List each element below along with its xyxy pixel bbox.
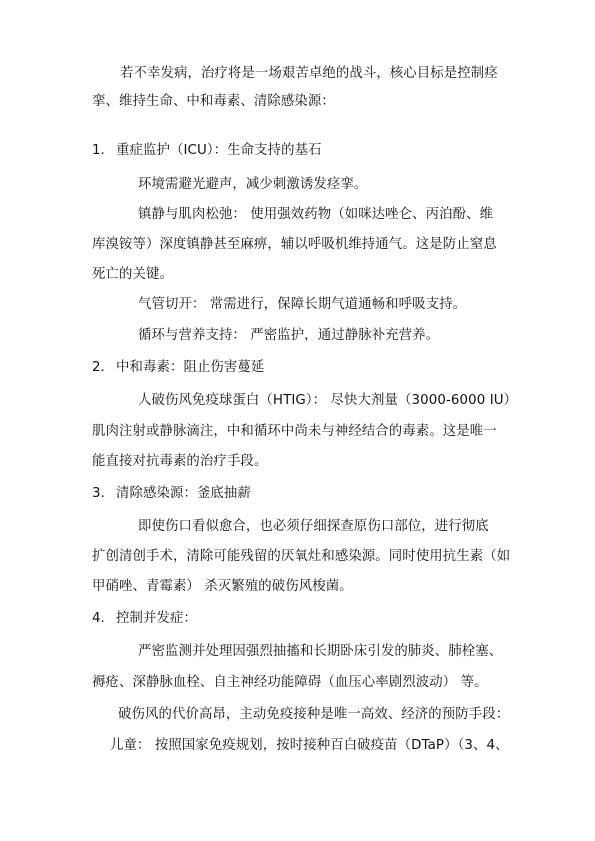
section-1-para-2-line-1: 镇静与肌肉松弛： 使用强效药物（如咪达唑仑、丙泊酚、维 bbox=[138, 207, 494, 222]
section-2-number: 2. bbox=[92, 360, 105, 375]
section-3-para-line-2: 扩创清创手术，清除可能残留的厌氧灶和感染源。同时使用抗生素（如 bbox=[92, 549, 511, 564]
children-vaccination-line: 儿童： 按照国家免疫规划，按时接种百白破疫苗（DTaP）（3、4、 bbox=[110, 738, 509, 753]
section-3-para-line-1: 即使伤口看似愈合，也必须仔细探查原伤口部位，进行彻底 bbox=[138, 519, 489, 534]
section-1-para-4: 循环与营养支持： 严密监护，通过静脉补充营养。 bbox=[138, 328, 440, 343]
section-1-title: 重症监护（ICU）：生命支持的基石 bbox=[116, 143, 322, 158]
section-4-title: 控制并发症： bbox=[116, 611, 197, 626]
section-1-para-2-line-3: 死亡的关键。 bbox=[92, 267, 173, 282]
section-3-title: 清除感染源：釜底抽薪 bbox=[116, 486, 251, 501]
section-1-para-2-line-2: 库溴铵等）深度镇静甚至麻痹，辅以呼吸机维持通气。这是防止窒息 bbox=[92, 237, 497, 252]
section-2-para-line-3: 能直接对抗毒素的治疗手段。 bbox=[92, 454, 268, 469]
section-2-para-line-1: 人破伤风免疫球蛋白（HTIG）： 尽快大剂量（3000-6000 IU） bbox=[138, 393, 518, 408]
section-3-number: 3. bbox=[92, 486, 105, 501]
section-4-para-line-1: 严密监测并处理因强烈抽搐和长期卧床引发的肺炎、肺栓塞、 bbox=[138, 644, 503, 659]
section-1-para-1: 环境需避光避声，减少刺激诱发痉挛。 bbox=[138, 177, 368, 192]
section-1-number: 1. bbox=[92, 143, 105, 158]
intro-line-2: 挛、维持生命、中和毒素、清除感染源： bbox=[92, 94, 335, 109]
section-2-para-line-2: 肌肉注射或静脉滴注，中和循环中尚未与神经结合的毒素。这是唯一 bbox=[92, 424, 497, 439]
section-3-para-line-3: 甲硝唑、青霉素） 杀灭繁殖的破伤风梭菌。 bbox=[92, 579, 353, 594]
section-2-title: 中和毒素：阻止伤害蔓延 bbox=[116, 360, 265, 375]
intro-line-1: 若不幸发病，治疗将是一场艰苦卓绝的战斗，核心目标是控制痉 bbox=[120, 66, 498, 81]
outro-paragraph: 破伤风的代价高昂，主动免疫接种是唯一高效、经济的预防手段： bbox=[118, 707, 510, 722]
section-4-para-line-2: 褥疮、深静脉血栓、自主神经功能障碍（血压心率剧烈波动） 等。 bbox=[92, 675, 488, 690]
section-1-para-3: 气管切开： 常需进行，保障长期气道通畅和呼吸支持。 bbox=[138, 297, 467, 312]
section-4-number: 4. bbox=[92, 611, 105, 626]
